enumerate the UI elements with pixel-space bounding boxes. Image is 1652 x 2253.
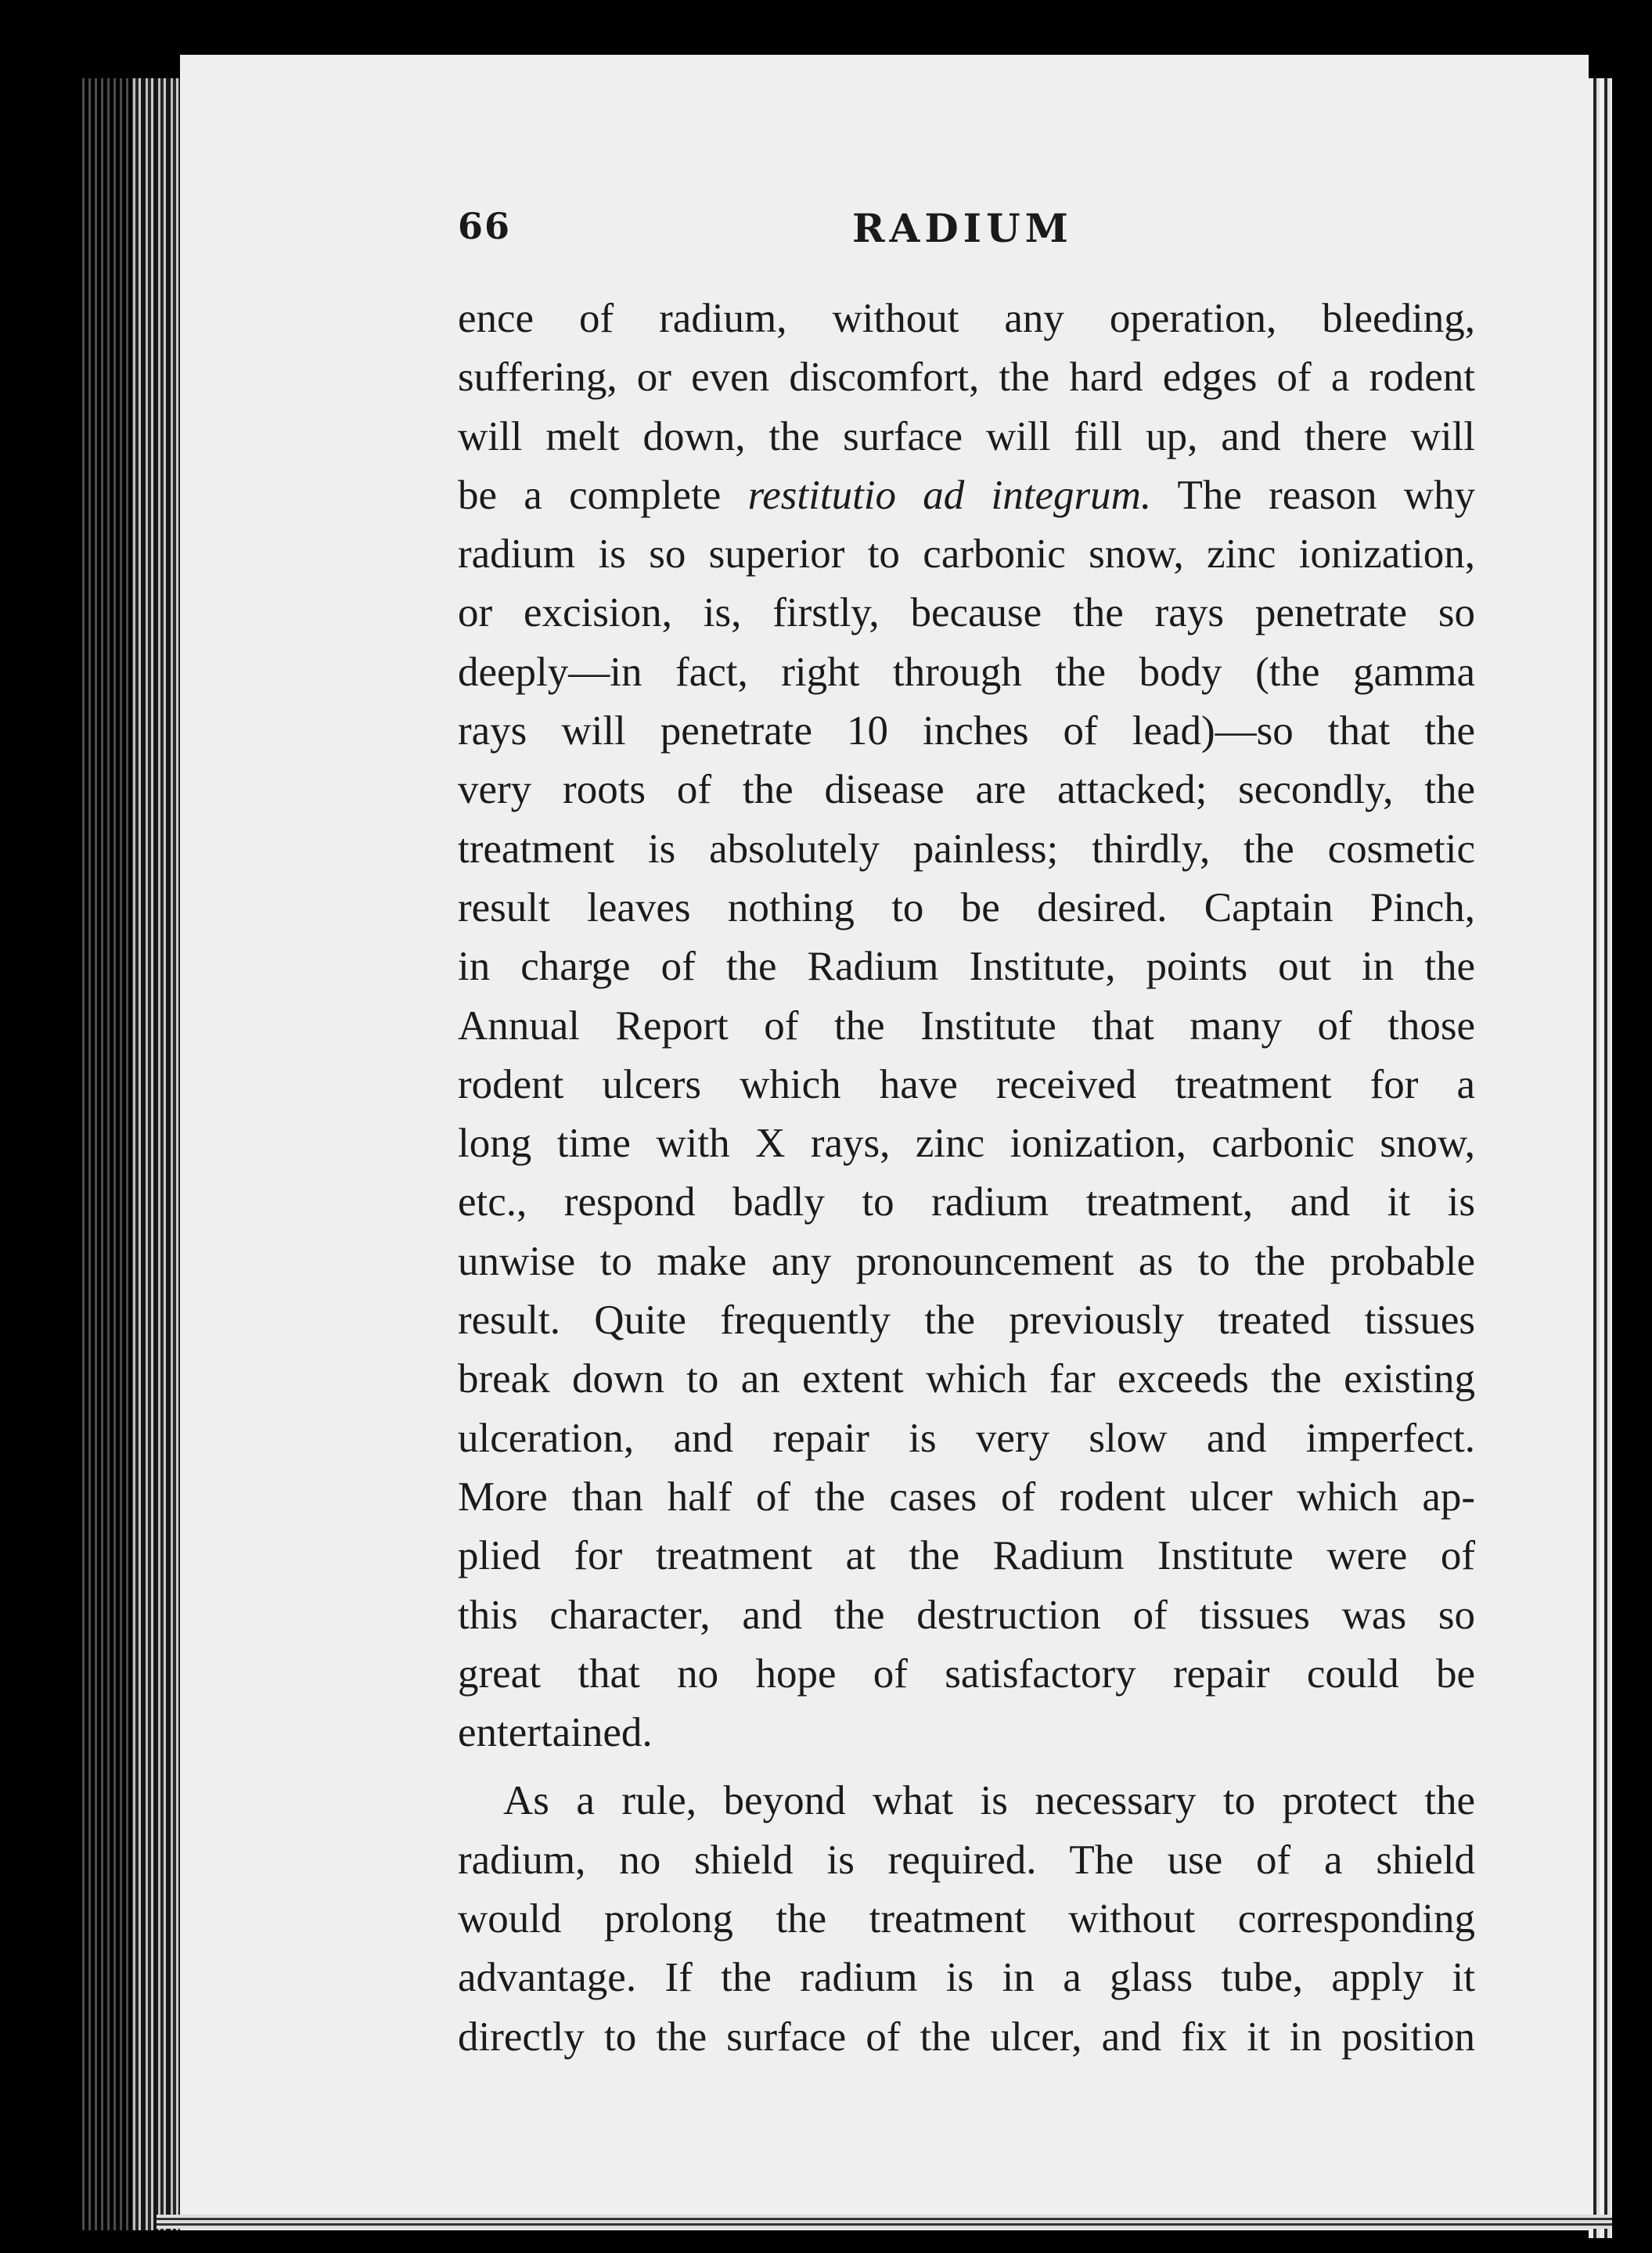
line-text: rodent ulcers which have received treatment for a [458, 1061, 1475, 1107]
text-line [458, 879, 1475, 938]
text-line [458, 1527, 1475, 1585]
text-line [458, 1291, 1475, 1350]
line-text: great that no hope of satisfactory repair could be [458, 1650, 1475, 1697]
body-text [458, 290, 1475, 2067]
line-text: unwise to make any pronouncement as to the probable [458, 1238, 1475, 1284]
line-text: etc., respond badly to radium treatment, and it is [458, 1179, 1475, 1225]
page-edge-shadow-left [78, 78, 133, 2230]
page-number: 66 [458, 205, 512, 247]
text-line: would prolong the treatment without corresponding [458, 1896, 1475, 1942]
line-text: ulceration, and repair is very slow and imperfect. [458, 1415, 1475, 1461]
text-line: radium, no shield is required. The use of a shield [458, 1837, 1475, 1883]
line-text: suffering, or even discomfort, the hard edges of a rodent [458, 355, 1475, 401]
line-text: break down to an extent which far exceeds the existing [458, 1356, 1475, 1402]
text-line [458, 1114, 1475, 1173]
line-text: long time with X rays, zinc ionization, carbonic snow, [458, 1121, 1475, 1167]
text-line [458, 290, 1475, 348]
text-line [458, 643, 1475, 702]
line-text: or excision, is, firstly, because the rays penetrate so [458, 590, 1475, 636]
paragraph-1 [458, 290, 1475, 1762]
text-line [458, 702, 1475, 761]
text-line [458, 1468, 1475, 1527]
text-line [458, 1586, 1475, 1645]
text-line [458, 820, 1475, 879]
text-line [458, 938, 1475, 996]
line-text: in charge of the Radium Institute, points out in the [458, 944, 1475, 990]
line-text: result. Quite frequently the previously treated tissues [458, 1297, 1475, 1344]
line-text: rays will penetrate 10 inches of lead)—so that the [458, 708, 1475, 754]
line-text: deeply—in fact, right through the body (the gamma [458, 649, 1475, 695]
text-line [458, 1409, 1475, 1468]
line-text: this character, and the destruction of tissues was so [458, 1592, 1475, 1638]
line-text: ence of radium, without any operation, bleeding, [458, 296, 1475, 341]
line-text: result leaves nothing to be desired. Captain Pinch, [458, 884, 1475, 930]
paragraph-2 [458, 1772, 1475, 2066]
text-line [458, 466, 1475, 525]
line-text: plied for treatment at the Radium Institute were of [458, 1533, 1475, 1579]
paragraph-gap [458, 1762, 1475, 1772]
text-line [458, 525, 1475, 584]
text-line: directly to the surface of the ulcer, and fix it in position [458, 2014, 1475, 2060]
line-text: will melt down, the surface will fill up, and there will [458, 413, 1475, 459]
text-line [458, 584, 1475, 642]
line-text: entertained. [458, 1710, 653, 1756]
text-line [458, 1233, 1475, 1291]
page-edge-bottom [157, 2215, 1612, 2229]
line-text: radium is so superior to carbonic snow, zinc ionization, [458, 531, 1475, 578]
text-line [458, 997, 1475, 1056]
line-text: treatment is absolutely painless; thirdly, the cosmetic [458, 826, 1475, 872]
running-head [458, 205, 1467, 268]
text-line [458, 1056, 1475, 1114]
line-text: More than half of the cases of rodent ulcer which ap- [458, 1474, 1475, 1520]
italic-phrase: restitutio ad integrum. [747, 472, 1152, 518]
scan-border-right [1612, 0, 1652, 2253]
text-line [458, 1704, 1475, 1762]
text-line: As a rule, beyond what is necessary to protect the [503, 1778, 1475, 1824]
text-line: advantage. If the radium is in a glass tube, apply it [458, 1955, 1475, 2001]
text-line [458, 408, 1475, 466]
text-line [458, 348, 1475, 407]
line-text-continued: The reason why [1151, 472, 1476, 518]
running-title: RADIUM [851, 205, 1074, 251]
text-line [458, 1350, 1475, 1409]
text-line [458, 761, 1475, 819]
page-edge-right [1589, 78, 1612, 2238]
text-line [458, 1173, 1475, 1232]
line-text: Annual Report of the Institute that many of those [458, 1002, 1475, 1049]
line-text: very roots of the disease are attacked; secondly, the [458, 767, 1475, 813]
line-text: be a complete [458, 472, 748, 518]
text-line [458, 1645, 1475, 1704]
